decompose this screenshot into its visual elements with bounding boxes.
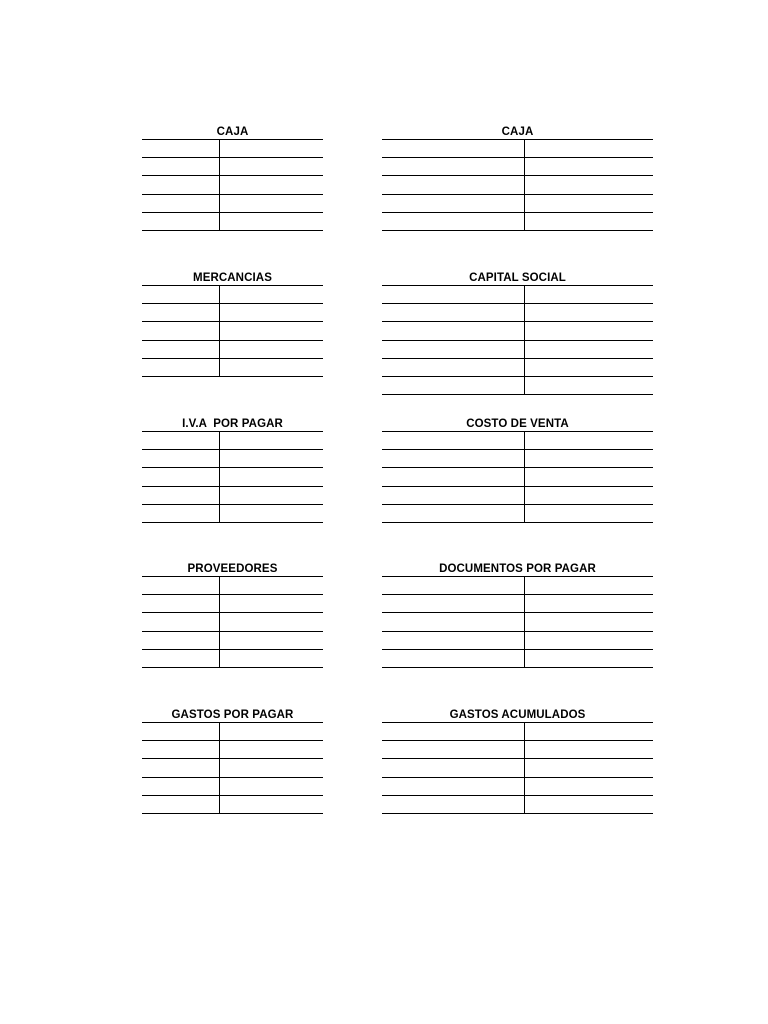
debit-cell bbox=[142, 286, 220, 303]
ledger-row bbox=[142, 195, 323, 213]
debit-cell bbox=[142, 505, 220, 522]
credit-cell bbox=[525, 359, 653, 376]
account-ledger bbox=[382, 576, 653, 668]
debit-cell bbox=[382, 213, 525, 230]
credit-cell bbox=[220, 341, 323, 358]
debit-cell bbox=[382, 778, 525, 795]
ledger-row bbox=[382, 613, 653, 631]
credit-cell bbox=[220, 778, 323, 795]
credit-cell bbox=[525, 468, 653, 485]
debit-cell bbox=[382, 359, 525, 376]
credit-cell bbox=[525, 195, 653, 212]
debit-cell bbox=[382, 450, 525, 467]
debit-cell bbox=[142, 759, 220, 776]
credit-cell bbox=[220, 796, 323, 813]
account-ledger bbox=[142, 722, 323, 814]
ledger-row bbox=[142, 487, 323, 505]
ledger-row bbox=[382, 487, 653, 505]
ledger-row bbox=[142, 140, 323, 158]
account-ledger bbox=[382, 285, 653, 395]
ledger-row bbox=[382, 723, 653, 741]
debit-cell bbox=[142, 595, 220, 612]
debit-cell bbox=[142, 158, 220, 175]
ledger-row bbox=[142, 632, 323, 650]
debit-cell bbox=[142, 322, 220, 339]
account-ledger bbox=[382, 139, 653, 231]
credit-cell bbox=[220, 432, 323, 449]
debit-cell bbox=[382, 595, 525, 612]
ledger-row bbox=[382, 450, 653, 468]
credit-cell bbox=[525, 613, 653, 630]
account-title: GASTOS POR PAGAR bbox=[171, 709, 294, 721]
account-ledger bbox=[382, 431, 653, 523]
ledger-row bbox=[382, 778, 653, 796]
debit-cell bbox=[382, 341, 525, 358]
ledger-row bbox=[382, 796, 653, 814]
credit-cell bbox=[220, 468, 323, 485]
debit-cell bbox=[382, 322, 525, 339]
credit-cell bbox=[220, 723, 323, 740]
credit-cell bbox=[525, 140, 653, 157]
ledger-row bbox=[142, 176, 323, 194]
credit-cell bbox=[525, 213, 653, 230]
credit-cell bbox=[220, 195, 323, 212]
credit-cell bbox=[220, 322, 323, 339]
debit-cell bbox=[142, 304, 220, 321]
debit-cell bbox=[382, 650, 525, 667]
debit-cell bbox=[142, 176, 220, 193]
ledger-row bbox=[382, 741, 653, 759]
credit-cell bbox=[525, 505, 653, 522]
account-title: CAPITAL SOCIAL bbox=[469, 272, 566, 284]
debit-cell bbox=[382, 759, 525, 776]
credit-cell bbox=[525, 341, 653, 358]
credit-cell bbox=[220, 213, 323, 230]
credit-cell bbox=[525, 322, 653, 339]
credit-cell bbox=[220, 286, 323, 303]
credit-cell bbox=[525, 286, 653, 303]
credit-cell bbox=[525, 450, 653, 467]
debit-cell bbox=[382, 613, 525, 630]
debit-cell bbox=[142, 632, 220, 649]
credit-cell bbox=[220, 577, 323, 594]
ledger-row bbox=[142, 759, 323, 777]
account-ledger bbox=[142, 431, 323, 523]
credit-cell bbox=[525, 723, 653, 740]
debit-cell bbox=[142, 741, 220, 758]
debit-cell bbox=[142, 650, 220, 667]
credit-cell bbox=[220, 158, 323, 175]
ledger-row bbox=[142, 213, 323, 231]
credit-cell bbox=[220, 487, 323, 504]
debit-cell bbox=[382, 577, 525, 594]
ledger-row bbox=[142, 304, 323, 322]
account-ledger bbox=[382, 722, 653, 814]
ledger-row bbox=[142, 505, 323, 523]
credit-cell bbox=[525, 487, 653, 504]
credit-cell bbox=[525, 759, 653, 776]
ledger-row bbox=[382, 140, 653, 158]
ledger-row bbox=[142, 595, 323, 613]
credit-cell bbox=[525, 377, 653, 394]
ledger-row bbox=[382, 759, 653, 777]
ledger-row bbox=[382, 304, 653, 322]
credit-cell bbox=[220, 741, 323, 758]
debit-cell bbox=[382, 158, 525, 175]
account-title: MERCANCIAS bbox=[193, 272, 272, 284]
credit-cell bbox=[220, 650, 323, 667]
debit-cell bbox=[142, 723, 220, 740]
credit-cell bbox=[525, 778, 653, 795]
ledger-row bbox=[382, 505, 653, 523]
credit-cell bbox=[525, 158, 653, 175]
ledger-row bbox=[142, 359, 323, 377]
debit-cell bbox=[142, 778, 220, 795]
debit-cell bbox=[142, 213, 220, 230]
credit-cell bbox=[525, 632, 653, 649]
debit-cell bbox=[382, 796, 525, 813]
debit-cell bbox=[142, 577, 220, 594]
credit-cell bbox=[525, 650, 653, 667]
debit-cell bbox=[382, 432, 525, 449]
debit-cell bbox=[142, 195, 220, 212]
ledger-row bbox=[142, 650, 323, 668]
ledger-row bbox=[382, 632, 653, 650]
ledger-row bbox=[382, 341, 653, 359]
debit-cell bbox=[142, 796, 220, 813]
debit-cell bbox=[142, 487, 220, 504]
ledger-row bbox=[382, 468, 653, 486]
credit-cell bbox=[525, 304, 653, 321]
debit-cell bbox=[142, 613, 220, 630]
ledger-row bbox=[382, 577, 653, 595]
debit-cell bbox=[382, 505, 525, 522]
ledger-row bbox=[142, 286, 323, 304]
debit-cell bbox=[142, 468, 220, 485]
ledger-row bbox=[142, 613, 323, 631]
account-title: CAJA bbox=[216, 126, 249, 138]
ledger-row bbox=[382, 322, 653, 340]
credit-cell bbox=[220, 304, 323, 321]
ledger-row bbox=[382, 286, 653, 304]
ledger-row bbox=[142, 432, 323, 450]
ledger-row bbox=[142, 322, 323, 340]
account-title: I.V.A POR PAGAR bbox=[182, 418, 283, 430]
credit-cell bbox=[220, 176, 323, 193]
credit-cell bbox=[220, 632, 323, 649]
ledger-row bbox=[142, 450, 323, 468]
debit-cell bbox=[142, 140, 220, 157]
debit-cell bbox=[382, 723, 525, 740]
ledger-row bbox=[382, 650, 653, 668]
debit-cell bbox=[382, 468, 525, 485]
account-ledger bbox=[142, 576, 323, 668]
credit-cell bbox=[220, 359, 323, 376]
credit-cell bbox=[220, 759, 323, 776]
debit-cell bbox=[382, 195, 525, 212]
credit-cell bbox=[525, 577, 653, 594]
debit-cell bbox=[382, 304, 525, 321]
debit-cell bbox=[382, 176, 525, 193]
debit-cell bbox=[382, 140, 525, 157]
credit-cell bbox=[220, 595, 323, 612]
credit-cell bbox=[525, 432, 653, 449]
account-ledger bbox=[142, 285, 323, 377]
debit-cell bbox=[142, 450, 220, 467]
ledger-row bbox=[142, 741, 323, 759]
ledger-row bbox=[382, 195, 653, 213]
ledger-row bbox=[142, 468, 323, 486]
ledger-row bbox=[382, 176, 653, 194]
ledger-row bbox=[382, 158, 653, 176]
account-title: DOCUMENTOS POR PAGAR bbox=[439, 563, 596, 575]
debit-cell bbox=[142, 341, 220, 358]
account-title: GASTOS ACUMULADOS bbox=[449, 709, 586, 721]
credit-cell bbox=[220, 505, 323, 522]
ledger-row bbox=[382, 213, 653, 231]
credit-cell bbox=[525, 595, 653, 612]
debit-cell bbox=[382, 741, 525, 758]
ledger-row bbox=[382, 377, 653, 395]
credit-cell bbox=[525, 796, 653, 813]
credit-cell bbox=[525, 176, 653, 193]
ledger-row bbox=[382, 595, 653, 613]
credit-cell bbox=[525, 741, 653, 758]
ledger-row bbox=[142, 158, 323, 176]
debit-cell bbox=[382, 377, 525, 394]
debit-cell bbox=[142, 359, 220, 376]
account-title: CAJA bbox=[501, 126, 534, 138]
debit-cell bbox=[382, 632, 525, 649]
account-title: PROVEEDORES bbox=[187, 563, 278, 575]
ledger-row bbox=[382, 359, 653, 377]
ledger-row bbox=[142, 796, 323, 814]
ledger-row bbox=[142, 341, 323, 359]
ledger-row bbox=[142, 577, 323, 595]
credit-cell bbox=[220, 140, 323, 157]
debit-cell bbox=[142, 432, 220, 449]
ledger-row bbox=[142, 778, 323, 796]
debit-cell bbox=[382, 286, 525, 303]
debit-cell bbox=[382, 487, 525, 504]
ledger-row bbox=[382, 432, 653, 450]
ledger-row bbox=[142, 723, 323, 741]
credit-cell bbox=[220, 450, 323, 467]
account-title: COSTO DE VENTA bbox=[466, 418, 569, 430]
account-ledger bbox=[142, 139, 323, 231]
credit-cell bbox=[220, 613, 323, 630]
